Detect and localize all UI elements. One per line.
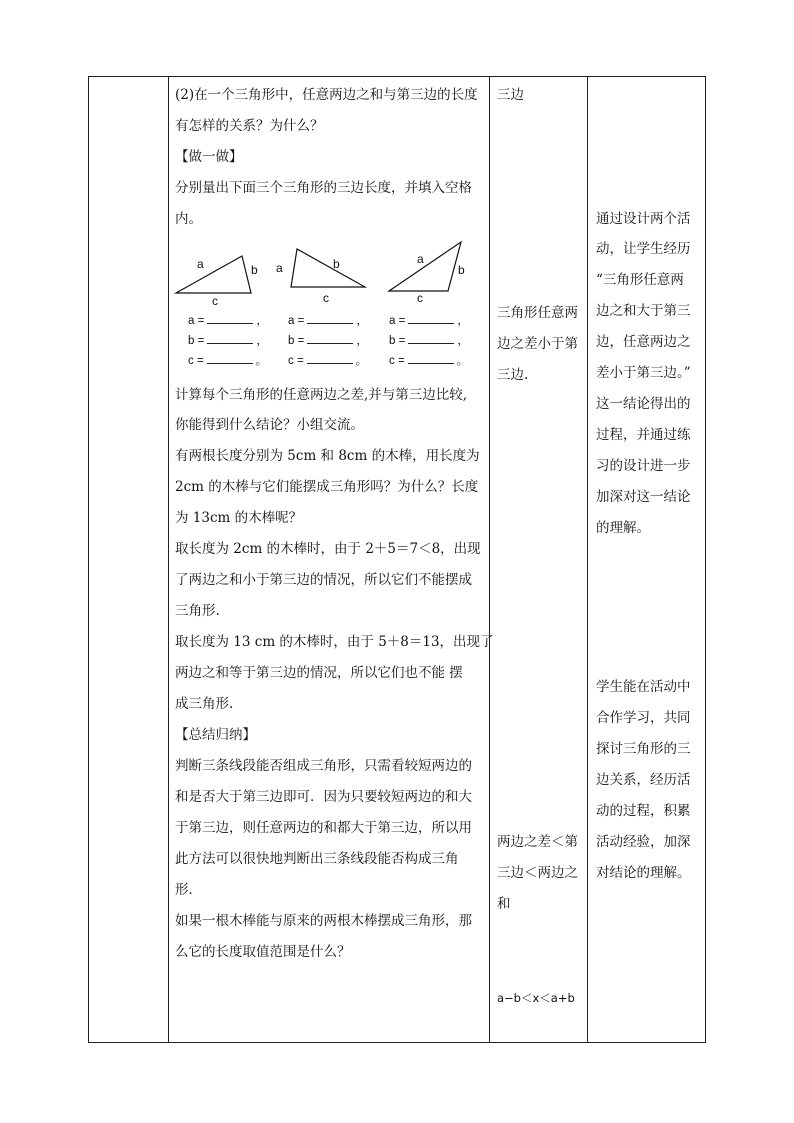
fill-row: b = ， bbox=[288, 335, 368, 347]
text-line: 为 13cm 的木棒呢？ bbox=[175, 510, 303, 526]
text-line: 边关系，经历活 bbox=[596, 772, 691, 788]
blank-line[interactable] bbox=[307, 313, 353, 324]
text-line: 三角形任意两 bbox=[497, 305, 578, 321]
blank-line[interactable] bbox=[408, 333, 454, 344]
text-line: 三角形. bbox=[175, 603, 220, 619]
text-line: 取长度为 13 cm 的木棒时，由于 5＋8＝13，出现了 bbox=[175, 634, 494, 650]
triangle-2-label-a: a bbox=[276, 261, 283, 275]
fill-row: b = ， bbox=[188, 335, 268, 347]
text-line: 和 bbox=[497, 896, 511, 912]
text-line: 有两根长度分别为 5cm 和 8cm 的木棒，用长度为 bbox=[175, 448, 480, 464]
text-line: 么它的长度取值范围是什么？ bbox=[175, 944, 351, 960]
text-line: 形． bbox=[175, 882, 202, 898]
text-line: 习的设计进一步 bbox=[596, 458, 691, 474]
text-line: 边，任意两边之 bbox=[596, 334, 691, 350]
text-line: “三角形任意两 bbox=[596, 272, 684, 288]
text-line: 分别量出下面三个三角形的三边长度，并填入空格 bbox=[175, 180, 472, 196]
triangle-2-label-b: b bbox=[333, 257, 340, 271]
text-line: 三边. bbox=[497, 367, 529, 383]
text-line: 如果一根木棒能与原来的两根木棒摆成三角形，那 bbox=[175, 913, 472, 929]
text-line: 动，让学生经历 bbox=[596, 241, 691, 257]
triangle-3-label-c: c bbox=[417, 291, 423, 305]
text-line: 过程，并通过练 bbox=[596, 427, 691, 443]
blank-line[interactable] bbox=[408, 313, 454, 324]
text-line: 边之和大于第三 bbox=[596, 303, 691, 319]
fill-row: b = ， bbox=[389, 335, 469, 347]
fill-row: c = 。 bbox=[389, 355, 469, 367]
intent-column bbox=[588, 77, 706, 1042]
blank-line[interactable] bbox=[307, 333, 353, 344]
text-line: 探讨三角形的三 bbox=[596, 741, 691, 757]
text-line: 计算每个三角形的任意两边之差,并与第三边比较, bbox=[175, 387, 468, 403]
text-line: 这一结论得出的 bbox=[596, 396, 691, 412]
section-heading-do: 【做一做】 bbox=[175, 149, 243, 165]
text-line: 合作学习，共同 bbox=[596, 710, 691, 726]
text-line: 你能得到什么结论？小组交流。 bbox=[175, 417, 364, 433]
text-line: 学生能在活动中 bbox=[596, 679, 691, 695]
fill-row: c = 。 bbox=[188, 355, 268, 367]
text-line: 两边之和等于第三边的情况，所以它们也不能 摆 bbox=[175, 665, 463, 681]
text-line: 2cm 的木棒与它们能摆成三角形吗？为什么？长度 bbox=[175, 479, 479, 495]
text-line: 的理解。 bbox=[596, 520, 650, 536]
blank-line[interactable] bbox=[307, 353, 353, 364]
triangle-1-label-c: c bbox=[212, 294, 218, 308]
text-line: 三边 bbox=[497, 87, 524, 103]
fill-row: a = ， bbox=[188, 315, 268, 327]
text-line: 了两边之和小于第三边的情况，所以它们不能摆成 bbox=[175, 572, 472, 588]
text-line: 判断三条线段能否组成三角形，只需看较短两边的 bbox=[175, 758, 472, 774]
text-line: 此方法可以很快地判断出三条线段能否构成三角 bbox=[175, 851, 459, 867]
text-line: 活动经验，加深 bbox=[596, 834, 691, 850]
text-line: 两边之差＜第 bbox=[497, 834, 578, 850]
blank-line[interactable] bbox=[207, 313, 253, 324]
text-line: 和是否大于第三边即可．因为只要较短两边的和大 bbox=[175, 789, 472, 805]
text-line: 通过设计两个活 bbox=[596, 211, 691, 227]
triangle-2-label-c: c bbox=[323, 291, 329, 305]
triangle-1-label-b: b bbox=[251, 263, 258, 277]
text-line: 加深对这一结论 bbox=[596, 489, 691, 505]
text-line: 有怎样的关系？为什么？ bbox=[175, 118, 324, 134]
blank-line[interactable] bbox=[207, 353, 253, 364]
triangle-3-label-b: b bbox=[458, 263, 465, 277]
fill-row: c = 。 bbox=[288, 355, 368, 367]
fill-row: a = ， bbox=[389, 315, 469, 327]
text-line: 三边＜两边之 bbox=[497, 865, 578, 881]
triangle-1-label-a: a bbox=[197, 257, 204, 271]
conclusion-column bbox=[490, 77, 587, 1042]
text-line: 差小于第三边。” bbox=[596, 365, 691, 381]
text-line: 内。 bbox=[175, 211, 202, 227]
inequality-formula: a−b＜x＜a+b bbox=[497, 991, 575, 1005]
triangles-figure bbox=[169, 237, 489, 297]
text-line: 成三角形. bbox=[175, 696, 234, 712]
text-line: 动的过程，积累 bbox=[596, 803, 691, 819]
text-line: 对结论的理解。 bbox=[596, 865, 691, 881]
triangle-3-label-a: a bbox=[417, 252, 424, 266]
blank-line[interactable] bbox=[408, 353, 454, 364]
section-heading-summary: 【总结归纳】 bbox=[175, 727, 256, 743]
triangle-3 bbox=[389, 242, 461, 291]
lesson-table bbox=[88, 76, 706, 1043]
triangle-1 bbox=[176, 256, 251, 293]
blank-line[interactable] bbox=[207, 333, 253, 344]
activity-column bbox=[169, 77, 494, 1042]
text-line: (2)在一个三角形中，任意两边之和与第三边的长度 bbox=[175, 87, 478, 103]
triangle-2 bbox=[291, 249, 365, 287]
text-line: 于第三边，则任意两边的和都大于第三边，所以用 bbox=[175, 820, 472, 836]
fill-row: a = ， bbox=[288, 315, 368, 327]
text-line: 取长度为 2cm 的木棒时，由于 2＋5＝7＜8，出现 bbox=[175, 541, 481, 557]
text-line: 边之差小于第 bbox=[497, 336, 578, 352]
